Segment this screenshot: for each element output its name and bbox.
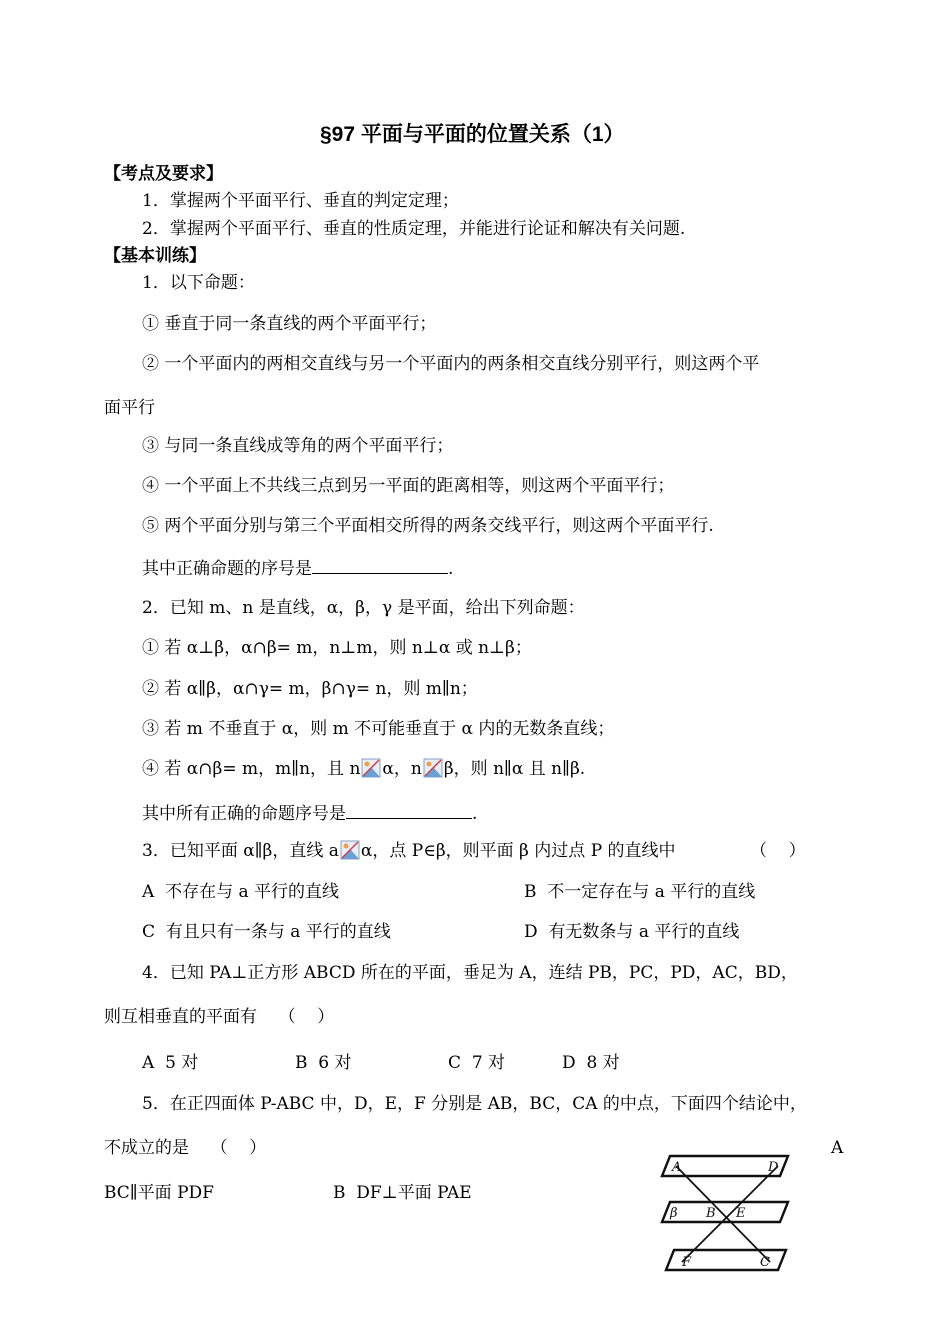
answer-blank[interactable] bbox=[312, 555, 448, 574]
q4-stem: 4．已知 PA⊥正方形 ABCD 所在的平面，垂足为 A，连结 PB，PC，PD，AC，BD， bbox=[142, 963, 798, 983]
label-beta: β bbox=[670, 1206, 678, 1221]
q4-option-c[interactable]: C 7 对 bbox=[448, 1053, 506, 1073]
not-subset-icon bbox=[361, 758, 381, 778]
q4-option-a[interactable]: A 5 对 bbox=[142, 1053, 199, 1073]
q3-option-a[interactable]: A 不存在与 a 平行的直线 bbox=[142, 882, 340, 902]
section-heading-requirements: 【考点及要求】 bbox=[104, 164, 223, 184]
q4-option-d[interactable]: D 8 对 bbox=[562, 1053, 620, 1073]
q5-option-a[interactable]: BC∥平面 PDF bbox=[104, 1183, 214, 1203]
q4-stem-cont: 则互相垂直的平面有 （ ） bbox=[104, 1007, 335, 1027]
not-subset-icon bbox=[340, 840, 360, 860]
q1-proposition: ① 垂直于同一条直线的两个平面平行； bbox=[142, 314, 437, 334]
page-title: §97 平面与平面的位置关系（1） bbox=[320, 123, 625, 146]
requirement-item: 2．掌握两个平面平行、垂直的性质定理，并能进行论证和解决有关问题. bbox=[142, 219, 686, 239]
q2-p4-part: α，n bbox=[382, 759, 422, 779]
q3-stem-part: 3．已知平面 α∥β，直线 a bbox=[142, 841, 339, 861]
q1-proposition: ⑤ 两个平面分别与第三个平面相交所得的两条交线平行，则这两个平面平行. bbox=[142, 516, 714, 536]
q5-stem: 5．在正四面体 P-ABC 中，D，E，F 分别是 AB，BC，CA 的中点，下面四个结论中， bbox=[142, 1094, 807, 1114]
answer-blank[interactable] bbox=[346, 800, 472, 819]
label-c: C bbox=[760, 1255, 770, 1270]
q1-answer-line bbox=[142, 555, 453, 580]
label-e: E bbox=[736, 1206, 746, 1221]
q4-option-b[interactable]: B 6 对 bbox=[295, 1053, 352, 1073]
q2-proposition: ③ 若 m 不垂直于 α，则 m 不可能垂直于 α 内的无数条直线； bbox=[142, 719, 615, 739]
q3-paren: （ ） bbox=[750, 841, 806, 861]
q1-ask-end: . bbox=[448, 559, 454, 579]
q5-option-b[interactable]: B DF⊥平面 PAE bbox=[333, 1183, 472, 1203]
requirement-item: 1．掌握两个平面平行、垂直的判定定理； bbox=[142, 191, 459, 211]
q5-stem-cont: 不成立的是 （ ） bbox=[104, 1138, 267, 1158]
three-planes-figure bbox=[660, 1150, 790, 1275]
q1-proposition: ② 一个平面内的两相交直线与另一个平面内的两条相交直线分别平行，则这两个平 bbox=[142, 354, 760, 374]
label-b: B bbox=[706, 1206, 716, 1221]
q2-ask-end: . bbox=[472, 804, 478, 824]
q1-proposition: ④ 一个平面上不共线三点到另一平面的距离相等，则这两个平面平行； bbox=[142, 476, 675, 496]
q2-proposition: ① 若 α⊥β，α∩β= m，n⊥m，则 n⊥α 或 n⊥β； bbox=[142, 638, 532, 658]
q3-option-b[interactable]: B 不一定存在与 a 平行的直线 bbox=[524, 882, 756, 902]
label-f: F bbox=[682, 1255, 692, 1270]
label-a: A bbox=[672, 1160, 682, 1175]
line-ac bbox=[676, 1166, 770, 1262]
q2-stem: 2．已知 m、n 是直线，α，β，γ 是平面，给出下列命题： bbox=[142, 598, 585, 618]
label-d: D bbox=[768, 1160, 779, 1175]
q3-option-d[interactable]: D 有无数条与 a 平行的直线 bbox=[524, 922, 740, 942]
q3-stem-part: α，点 P∈β，则平面 β 内过点 P 的直线中 bbox=[360, 841, 676, 861]
q2-proposition bbox=[142, 758, 585, 780]
q2-ask: 其中所有正确的命题序号是 bbox=[142, 804, 346, 824]
q2-p4-part: ④ 若 α∩β= m，m∥n，且 n bbox=[142, 759, 361, 779]
q2-answer-line bbox=[142, 800, 477, 825]
q1-proposition: ③ 与同一条直线成等角的两个平面平行； bbox=[142, 436, 454, 456]
q1-ask: 其中正确命题的序号是 bbox=[142, 559, 312, 579]
section-heading-training: 【基本训练】 bbox=[104, 246, 206, 266]
line-df bbox=[682, 1166, 778, 1262]
q1-stem: 1．以下命题： bbox=[142, 273, 255, 293]
not-subset-icon bbox=[423, 758, 443, 778]
q3-option-c[interactable]: C 有且只有一条与 a 平行的直线 bbox=[142, 922, 391, 942]
q5-option-a-letter[interactable]: A bbox=[831, 1138, 844, 1158]
q3-stem bbox=[142, 840, 676, 862]
q2-proposition: ② 若 α∥β，α∩γ= m，β∩γ= n，则 m∥n； bbox=[142, 679, 478, 699]
q2-p4-part: β，则 n∥α 且 n∥β. bbox=[443, 759, 586, 779]
q1-proposition-cont: 面平行 bbox=[104, 398, 155, 418]
